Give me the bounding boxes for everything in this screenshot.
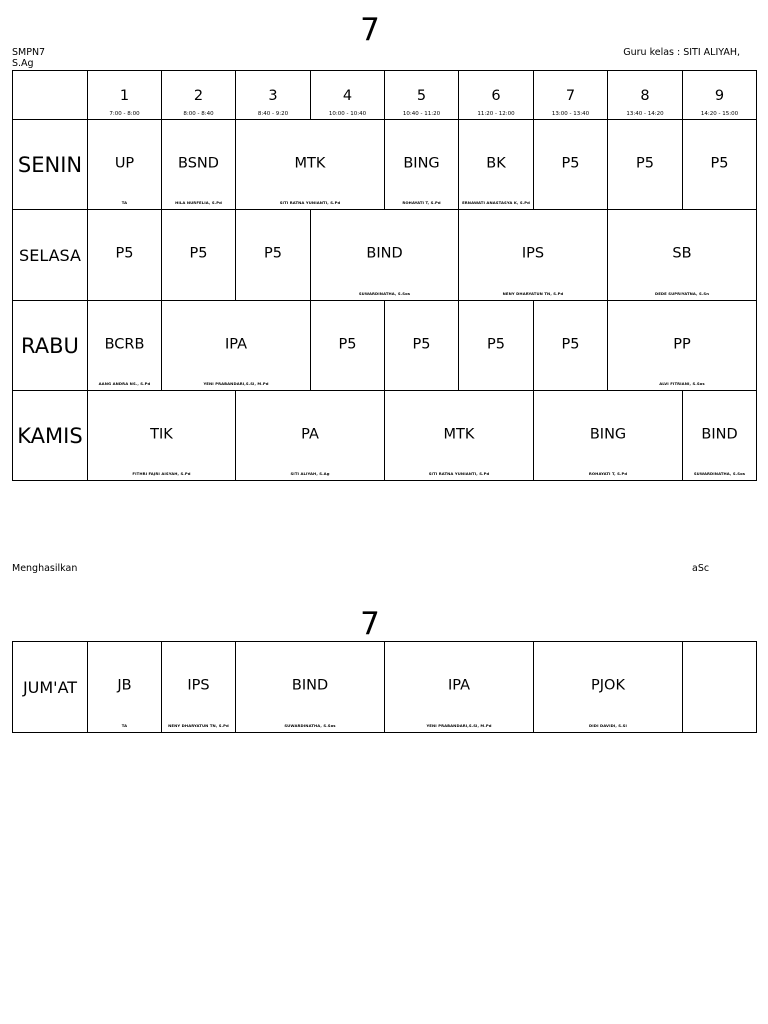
day-label: SELASA xyxy=(13,210,88,301)
guru-suffix: S.Ag xyxy=(12,58,34,69)
period-header: 4 10:00 - 10:40 xyxy=(311,71,385,120)
lesson-cell: P5 xyxy=(459,301,534,391)
lesson-cell: P5 xyxy=(534,120,608,210)
lesson-cell: IPS NENY DHARYATUN TN, S.Pd xyxy=(459,210,608,301)
footer-generated-by: Menghasilkan xyxy=(12,563,78,574)
homeroom-teacher: Guru kelas : SITI ALIYAH, xyxy=(623,47,740,58)
lesson-cell: BIND SUWARDINATHA, S.Sos xyxy=(311,210,459,301)
header-row xyxy=(13,71,757,120)
lesson-cell: P5 xyxy=(162,210,236,301)
class-title-page2: 7 xyxy=(360,606,380,642)
lesson-cell: TIK FITHRI FAJRI AISYAH, S.Pd xyxy=(88,391,236,481)
lesson-cell: P5 xyxy=(683,120,757,210)
period-header: 8 13:40 - 14:20 xyxy=(608,71,683,120)
lesson-cell: MTK SITI RATNA YUNIANTI, S.Pd xyxy=(385,391,534,481)
period-header: 6 11:20 - 12:00 xyxy=(459,71,534,120)
lesson-cell: BING ROHAYATI T, S.Pd xyxy=(385,120,459,210)
lesson-cell: IPA YENI PRABANDARI,S.Si, M.Pd xyxy=(162,301,311,391)
lesson-cell: P5 xyxy=(311,301,385,391)
corner-cell xyxy=(13,71,88,120)
lesson-cell: JB TA xyxy=(88,642,162,733)
lesson-cell: BCRB AANG ANDRA NS., S.Pd xyxy=(88,301,162,391)
period-header: 9 14:20 - 15:00 xyxy=(683,71,757,120)
lesson-cell: BK ERNAWATI ANASTASYA K, S.Pd xyxy=(459,120,534,210)
day-row-senin xyxy=(13,120,757,210)
lesson-cell: IPA YENI PRABANDARI,S.Si, M.Pd xyxy=(385,642,534,733)
day-row-selasa xyxy=(13,210,757,301)
period-header: 7 13:00 - 13:40 xyxy=(534,71,608,120)
lesson-cell: UP TA xyxy=(88,120,162,210)
day-row-kamis xyxy=(13,391,757,481)
footer-brand: aSc xyxy=(692,563,710,574)
lesson-cell: MTK SITI RATNA YUNIANTI, S.Pd xyxy=(236,120,385,210)
lesson-cell: BIND SUWARDINATHA, S.Sos xyxy=(683,391,757,481)
lesson-cell: PA SITI ALIYAH, S.Ag xyxy=(236,391,385,481)
day-label: JUM'AT xyxy=(13,642,88,733)
lesson-cell: BING ROHAYATI T, S.Pd xyxy=(534,391,683,481)
lesson-cell: P5 xyxy=(88,210,162,301)
school-name: SMPN7 xyxy=(12,47,46,58)
day-label: KAMIS xyxy=(13,391,88,481)
lesson-cell: P5 xyxy=(608,120,683,210)
timetable-page2 xyxy=(12,641,757,733)
day-label: SENIN xyxy=(13,120,88,210)
day-row-jumat xyxy=(13,642,757,733)
period-header: 1 7:00 - 8:00 xyxy=(88,71,162,120)
period-header: 2 8:00 - 8:40 xyxy=(162,71,236,120)
lesson-cell: PJOK DIDI DAVIDI, S.Si xyxy=(534,642,683,733)
lesson-cell: BIND SUWARDINATHA, S.Sos xyxy=(236,642,385,733)
lesson-cell: BSND HILA NURFELIA, S.Pd xyxy=(162,120,236,210)
lesson-cell: P5 xyxy=(385,301,459,391)
lesson-cell: P5 xyxy=(236,210,311,301)
lesson-cell: SB DEDE SUPRIYATNA, S.Sn xyxy=(608,210,757,301)
period-header: 5 10:40 - 11:20 xyxy=(385,71,459,120)
day-row-rabu xyxy=(13,301,757,391)
lesson-cell: P5 xyxy=(534,301,608,391)
lesson-cell: IPS NENY DHARYATUN TN, S.Pd xyxy=(162,642,236,733)
day-label: RABU xyxy=(13,301,88,391)
timetable xyxy=(12,70,757,481)
class-title: 7 xyxy=(360,12,380,48)
period-header: 3 8:40 - 9:20 xyxy=(236,71,311,120)
lesson-cell xyxy=(683,642,757,733)
lesson-cell: PP ALVI FITRIANI, S.Sos xyxy=(608,301,757,391)
